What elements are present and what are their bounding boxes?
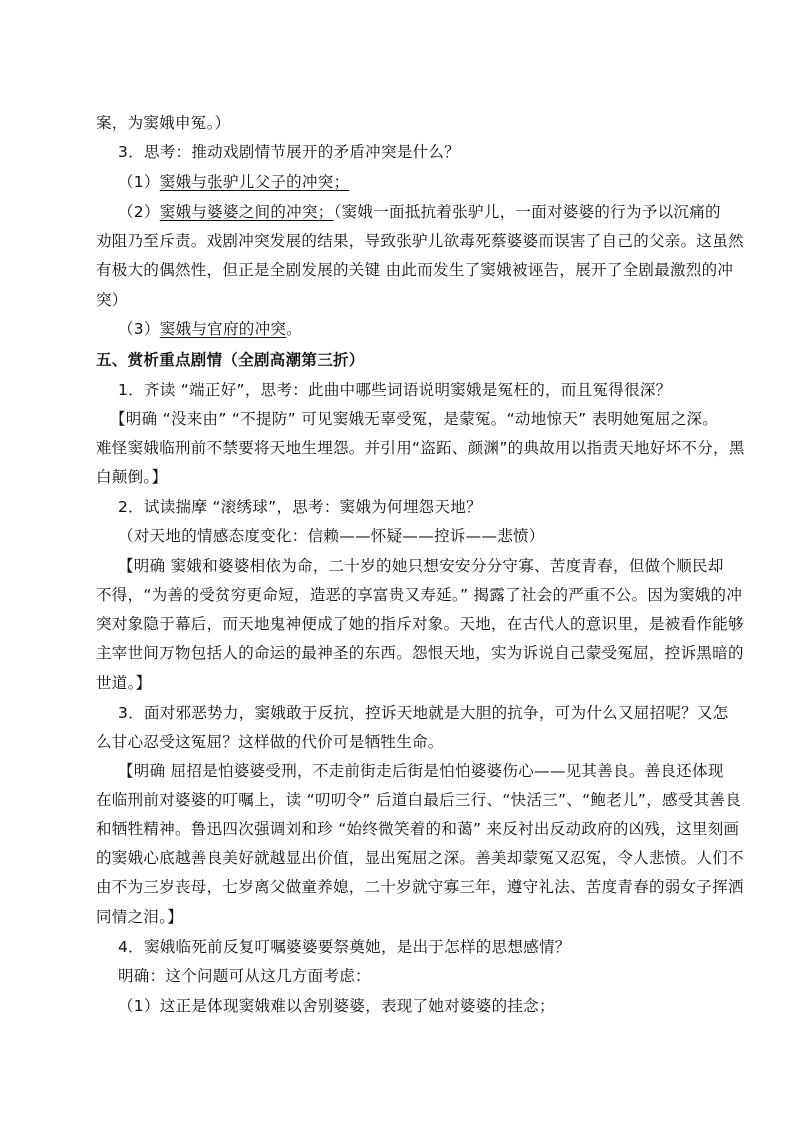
text-segment: 世道。】 [96, 674, 152, 692]
text-segment: （3） [118, 320, 160, 338]
text-segment: 案，为窦娥申冤。） [96, 114, 231, 132]
text-line [96, 585, 794, 605]
text-segment: 由不为三岁丧母，七岁离父做童养媳，二十岁就守寡三年，遵守礼法、苦度青春的弱女子挥洒 [96, 878, 744, 896]
text-line [118, 526, 794, 546]
text-line [118, 937, 794, 957]
text-line [96, 113, 794, 133]
text-line [118, 172, 794, 192]
text-line [118, 966, 794, 986]
text-line [96, 907, 794, 927]
text-segment: 3．思考：推动戏剧情节展开的矛盾冲突是什么？ [118, 143, 460, 161]
text-line [96, 614, 794, 634]
underlined-text: 窦娥与张驴儿父子的冲突； [159, 173, 350, 191]
text-segment: 劝阻乃至斥责。戏剧冲突发展的结果，导致张驴儿欲毒死蔡婆婆而误害了自己的父亲。这虽然 [96, 232, 744, 250]
text-line [96, 732, 794, 752]
text-line [96, 231, 794, 251]
text-line [96, 438, 794, 458]
section-heading: 五、赏析重点剧情（全剧高潮第三折） [96, 351, 365, 369]
text-segment: 4．窦娥临死前反复叮嘱婆婆要祭奠她，是出于怎样的思想感情？ [118, 938, 571, 956]
text-line [96, 819, 794, 839]
text-segment: 【明确 “没来由” “不提防” 可见窦娥无辜受冤，是蒙冤。“动地惊天” 表明她冤屈之深。 [110, 410, 719, 428]
text-segment: 和牺牲精神。鲁迅四次强调刘和珍 “始终微笑着的和蔼” 来反衬出反动政府的凶残，这里刻画 [96, 820, 740, 838]
underlined-text: 窦娥与婆婆之间的冲突； [159, 203, 334, 221]
text-line [96, 467, 794, 487]
text-segment: 主宰世间万物包括人的命运的最神圣的东西。怨恨天地，实为诉说自己蒙受冤屈，控诉黑暗的 [96, 644, 744, 662]
text-line [118, 319, 794, 339]
text-line [96, 848, 794, 868]
text-segment: 。 [286, 320, 302, 338]
text-line [96, 790, 794, 810]
text-segment: （1）这正是体现窦娥难以舍别婆婆，表现了她对婆婆的挂念； [118, 997, 555, 1015]
text-line [96, 643, 794, 663]
text-segment: 突） [96, 291, 128, 309]
text-line [96, 350, 794, 370]
text-line [110, 409, 794, 429]
text-segment: 明确：这个问题可从这几方面考虑： [118, 967, 371, 985]
text-line [118, 497, 794, 517]
text-segment: 同情之泪。】 [96, 908, 184, 926]
text-segment: 的窦娥心底越善良美好就越显出价值，显出冤屈之深。善美却蒙冤又忍冤，令人悲愤。人们不 [96, 849, 744, 867]
text-line [118, 202, 794, 222]
text-line [118, 556, 794, 576]
text-segment: 3．面对邪恶势力，窦娥敢于反抗，控诉天地就是大胆的抗争，可为什么又屈招呢？又怎 [118, 704, 729, 722]
text-line [118, 380, 794, 400]
text-segment: 不得，“为善的受贫穷更命短，造恶的享富贵又寿延。” 揭露了社会的严重不公。因为窦娥的冲 [96, 586, 743, 604]
text-segment: （1） [118, 173, 160, 191]
text-segment: 白颠倒。】 [96, 468, 168, 486]
underlined-text: 窦娥与官府的冲突 [159, 320, 287, 338]
text-line [96, 673, 794, 693]
text-line [96, 290, 794, 310]
text-segment: 有极大的偶然性，但正是全剧发展的关键 由此而发生了窦娥被诬告，展开了全剧最激烈的冲 [96, 261, 734, 279]
text-segment: 2．试读揣摩 “滚绣球”，思考：窦娥为何埋怨天地？ [118, 498, 482, 516]
text-segment: 1．齐读 “端正好”，思考：此曲中哪些词语说明窦娥是冤枉的，而且冤得很深？ [118, 381, 672, 399]
text-segment: 难怪窦娥临刑前不禁要将天地生埋怨。并引用“盗跖、颜渊”的典故用以指责天地好坏不分，黑 [96, 439, 745, 457]
text-segment: （窦娥一面抵抗着张驴儿，一面对婆婆的行为予以沉痛的 [333, 203, 721, 221]
text-segment: 【明确 窦娥和婆婆相依为命，二十岁的她只想安安分分守寡、苦度青春，但做个顺民却 [118, 557, 724, 575]
text-segment: （2） [118, 203, 160, 221]
text-line [96, 260, 794, 280]
text-line [118, 761, 794, 781]
text-segment: 突对象隐于幕后，而天地鬼神便成了她的指斥对象。天地，在古代人的意识里，是被看作能够 [96, 615, 744, 633]
text-segment: 么甘心忍受这冤屈？这样做的代价可是牺牲生命。 [96, 733, 444, 751]
text-line [118, 142, 794, 162]
text-segment: （对天地的情感态度变化：信赖——怀疑——控诉——悲愤） [118, 527, 545, 545]
text-line [96, 877, 794, 897]
text-line [118, 703, 794, 723]
text-segment: 在临刑前对婆婆的叮嘱上，读 “叨叨令” 后道白最后三行、“快活三”、“鲍老儿”，感受其善良 [96, 791, 742, 809]
text-segment: 【明确 屈招是怕婆婆受刑，不走前街走后街是怕怕婆婆伤心——见其善良。善良还体现 [118, 762, 724, 780]
text-line [118, 996, 794, 1016]
